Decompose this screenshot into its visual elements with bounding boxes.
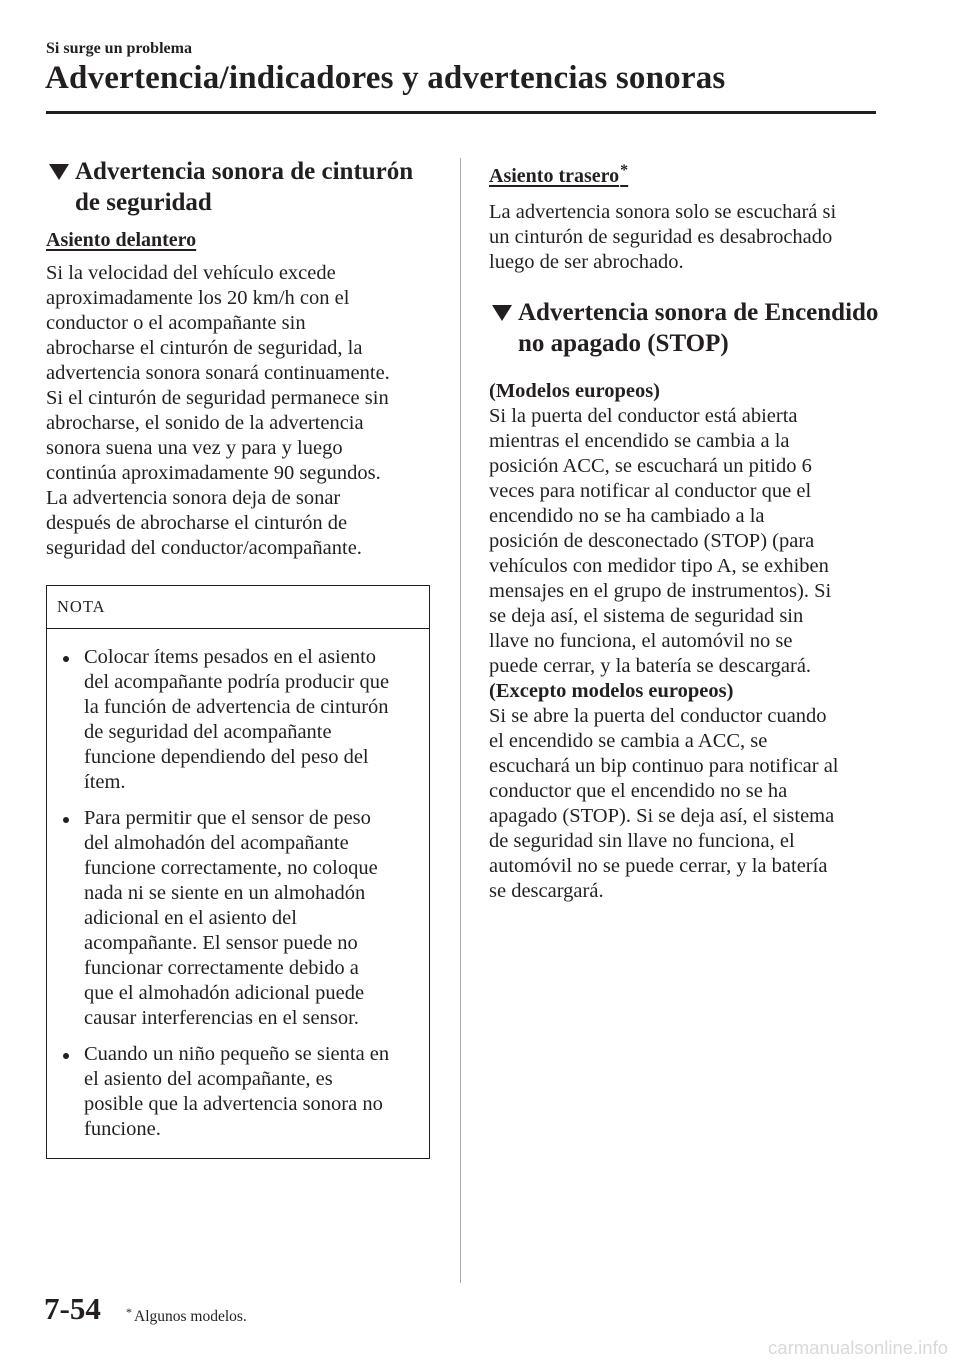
list-item: Cuando un niño pequeño se sienta en el asiento del acompañante, es posible que la advertencia sonora no funcione. [57,1042,421,1142]
column-divider [460,158,461,1283]
list-item: Para permitir que el sensor de peso del almohadón del acompañante funcione correctamente, no coloque nada ni se siente en un almohadón adicional en el asiento del acompañante. El sensor puede no funcionar correctamente debido a que el almohadón adicional puede causar interferencias en el sensor. [57,806,421,1031]
subheading-rear-seat: Asiento trasero* [489,162,629,187]
bullet-icon [63,656,69,662]
watermark: carmanualsonline.info [768,1337,948,1358]
triangle-down-icon [492,305,512,321]
paragraph-ignition: (Modelos europeos) Si la puerta del conductor está abierta mientras el encendido se cambia a la posición ACC, se escuchará un pitido 6 veces para notificar al conductor que el encendido no se ha cambiado a la posición de desconectado (STOP) (para vehículos con medidor tipo A, se exhiben mensajes en el grupo de instrumentos). Si se deja así, el sistema de seguridad sin llave no funciona, el automóvil no se puede cerrar, y la batería se descargará. (Excepto modelos europeos) Si se abre la puerta del conductor cuando el encendido se cambia a ACC, se escuchará un bip continuo para notificar al conductor que el encendido no se ha apagado (STOP). Si se deja así, el sistema de seguridad sin llave no funciona, el automóvil no se puede cerrar, y la batería se descargará. [489,380,839,902]
subheading-front-seat: Asiento delantero [46,229,197,251]
note-box [46,585,430,1159]
footnote: * Algunos modelos. [126,1305,247,1325]
asterisk-icon: * [126,1305,132,1319]
header-rule [46,111,876,114]
bullet-icon [63,1053,69,1059]
paragraph-rear-seat: La advertencia sonora solo se escuchará si un cinturón de seguridad es desabrochado luego de ser abrochado. [489,201,837,273]
left-column [46,156,438,1159]
note-list [47,629,429,1158]
page-number: 7-54 [44,1291,101,1326]
paragraph-front-seat: Si la velocidad del vehículo excede aproximadamente los 20 km/h con el conductor o el acompañante sin abrocharse el cinturón de seguridad, la advertencia sonora sonará continuamente. Si el cinturón de seguridad permanece sin abrocharse, el sonido de la advertencia sonora suena una vez y para y luego continúa aproximadamente 90 segundos. La advertencia sonora deja de sonar después de abrocharse el cinturón de seguridad del conductor/acompañante. [46,262,390,559]
asterisk-icon: * [620,162,629,179]
bullet-icon [63,817,69,823]
section-title-seatbelt: Advertencia sonora de cinturón de seguridad [46,156,438,218]
triangle-down-icon [49,164,69,180]
page-title: Advertencia/indicadores y advertencias sonoras [45,60,726,96]
note-label: NOTA [47,586,429,629]
section-title-ignition: Advertencia sonora de Encendido no apagado (STOP) [489,297,881,359]
list-item: Colocar ítems pesados en el asiento del acompañante podría producir que la función de advertencia de cinturón de seguridad del acompañante funcione dependiendo del peso del ítem. [57,645,421,795]
right-column [489,156,881,904]
header-chapter: Si surge un problema [46,40,192,57]
